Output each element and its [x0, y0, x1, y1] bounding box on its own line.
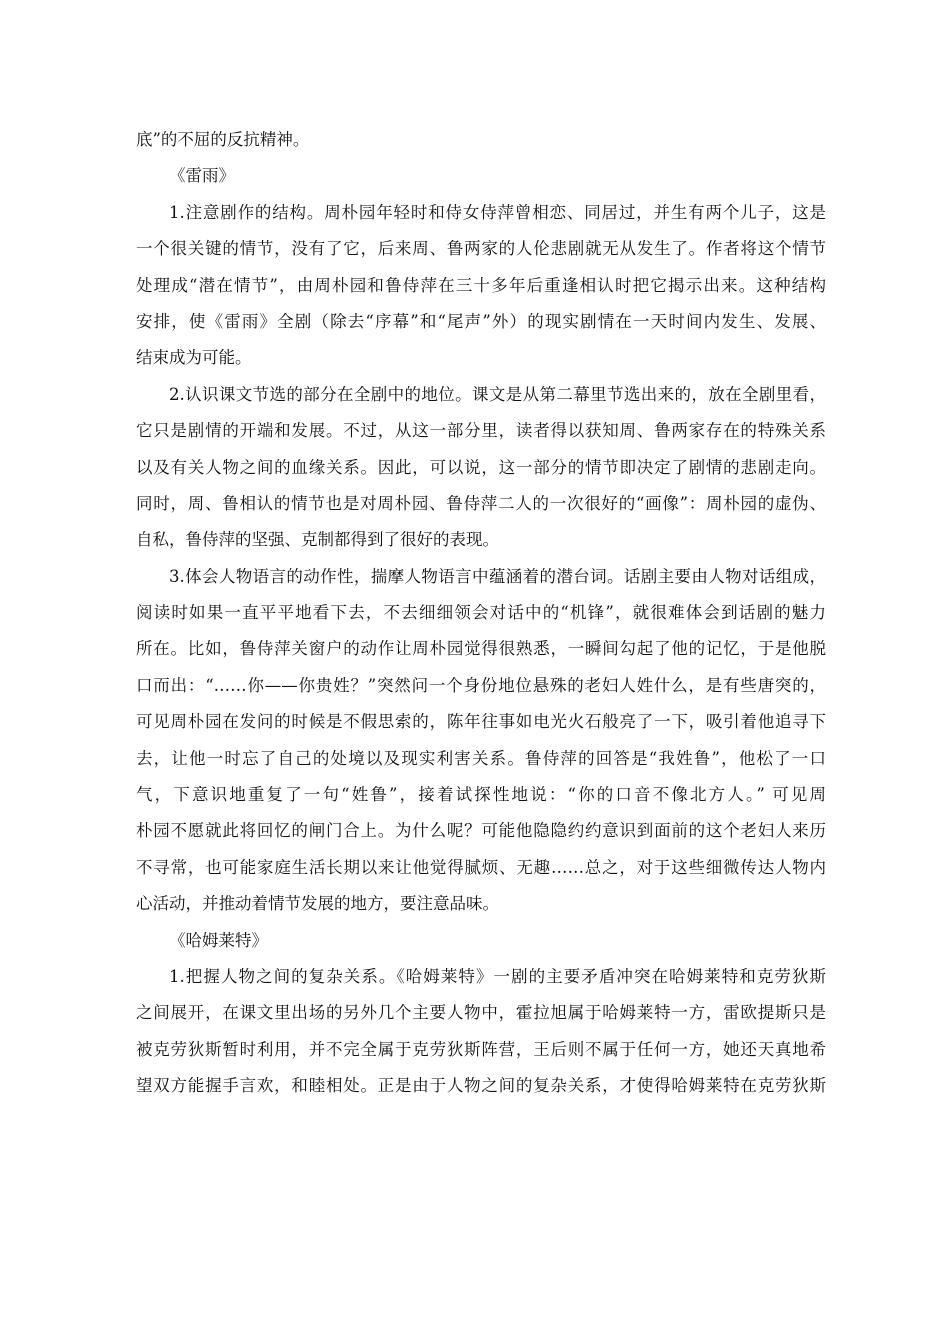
paragraph-line: 2.认识课文节选的部分在全剧中的地位。课文是从第二幕里节选出来的，放在全剧里看， — [169, 384, 826, 404]
paragraph-line: 气，下意识地重复了一句“姓鲁”，接着试探性地说：“你的口音不像北方人。” 可见周 — [136, 785, 826, 805]
paragraph-line: 安排，使《雷雨》全剧（除去“序幕”和“尾声”外）的现实剧情在一天时间内发生、发展、 — [136, 311, 826, 331]
paragraph-line: 它只是剧情的开端和发展。不过，从这一部分里，读者得以获知周、鲁两家存在的特殊关系 — [136, 421, 826, 441]
paragraph-line: 以及有关人物之间的血缘关系。因此，可以说，这一部分的情节即决定了剧情的悲剧走向。 — [136, 457, 826, 477]
paragraph-line: 被克劳狄斯暂时利用，并不完全属于克劳狄斯阵营，王后则不属于任何一方，她还天真地希 — [136, 1039, 826, 1059]
paragraph-line: 心活动，并推动着情节发展的地方，要注意品味。 — [136, 894, 499, 914]
paragraph-line: 同时，周、鲁相认的情节也是对周朴园、鲁侍萍二人的一次很好的“画像”：周朴园的虚伪、 — [136, 493, 826, 513]
section-heading-hamlet: 《哈姆莱特》 — [169, 930, 268, 950]
paragraph-line: 自私，鲁侍萍的坚强、克制都得到了很好的表现。 — [136, 530, 499, 550]
paragraph-line: 望双方能握手言欢，和睦相处。正是由于人物之间的复杂关系，才使得哈姆莱特在克劳狄斯 — [136, 1076, 826, 1096]
paragraph-line: 一个很关键的情节，没有了它，后来周、鲁两家的人伦悲剧就无从发生了。作者将这个情节 — [136, 239, 826, 259]
paragraph-line: 阅读时如果一直平平地看下去，不去细细领会对话中的“机锋”，就很难体会到话剧的魅力 — [136, 603, 826, 623]
paragraph-line: 去，让他一时忘了自己的处境以及现实利害关系。鲁侍萍的回答是“我姓鲁”，他松了一口 — [136, 748, 826, 768]
body-text — [136, 122, 826, 1105]
paragraph-line: 结束成为可能。 — [136, 348, 252, 368]
paragraph-line: 不寻常，也可能家庭生活长期以来让他觉得腻烦、无趣……总之，对于这些细微传达人物内 — [136, 857, 826, 877]
paragraph-line: 可见周朴园在发问的时候是不假思索的，陈年往事如电光火石般亮了一下，吸引着他追寻下 — [136, 712, 826, 732]
section-heading-leiyu: 《雷雨》 — [169, 166, 235, 186]
paragraph-line: 1.把握人物之间的复杂关系。《哈姆莱特》一剧的主要矛盾冲突在哈姆莱特和克劳狄斯 — [169, 966, 826, 986]
paragraph-line: 之间展开，在课文里出场的另外几个主要人物中，霍拉旭属于哈姆莱特一方，雷欧提斯只是 — [136, 1003, 826, 1023]
paragraph-line: 1.注意剧作的结构。周朴园年轻时和侍女侍萍曾相恋、同居过，并生有两个儿子，这是 — [169, 202, 826, 222]
paragraph-line: 所在。比如，鲁侍萍关窗户的动作让周朴园觉得很熟悉，一瞬间勾起了他的记忆，于是他脱 — [136, 639, 826, 659]
paragraph-line: 口而出：“……你——你贵姓？”突然问一个身份地位悬殊的老妇人姓什么，是有些唐突的， — [136, 675, 826, 695]
paragraph-line: 朴园不愿就此将回忆的闸门合上。为什么呢？可能他隐隐约约意识到面前的这个老妇人来历 — [136, 821, 826, 841]
paragraph-line: 3.体会人物语言的动作性，揣摩人物语言中蕴涵着的潜台词。话剧主要由人物对话组成， — [169, 566, 826, 586]
paragraph-line: 底”的不屈的反抗精神。 — [136, 130, 310, 149]
paragraph-line: 处理成“潜在情节”，由周朴园和鲁侍萍在三十多年后重逢相认时把它揭示出来。这种结构 — [136, 275, 826, 295]
